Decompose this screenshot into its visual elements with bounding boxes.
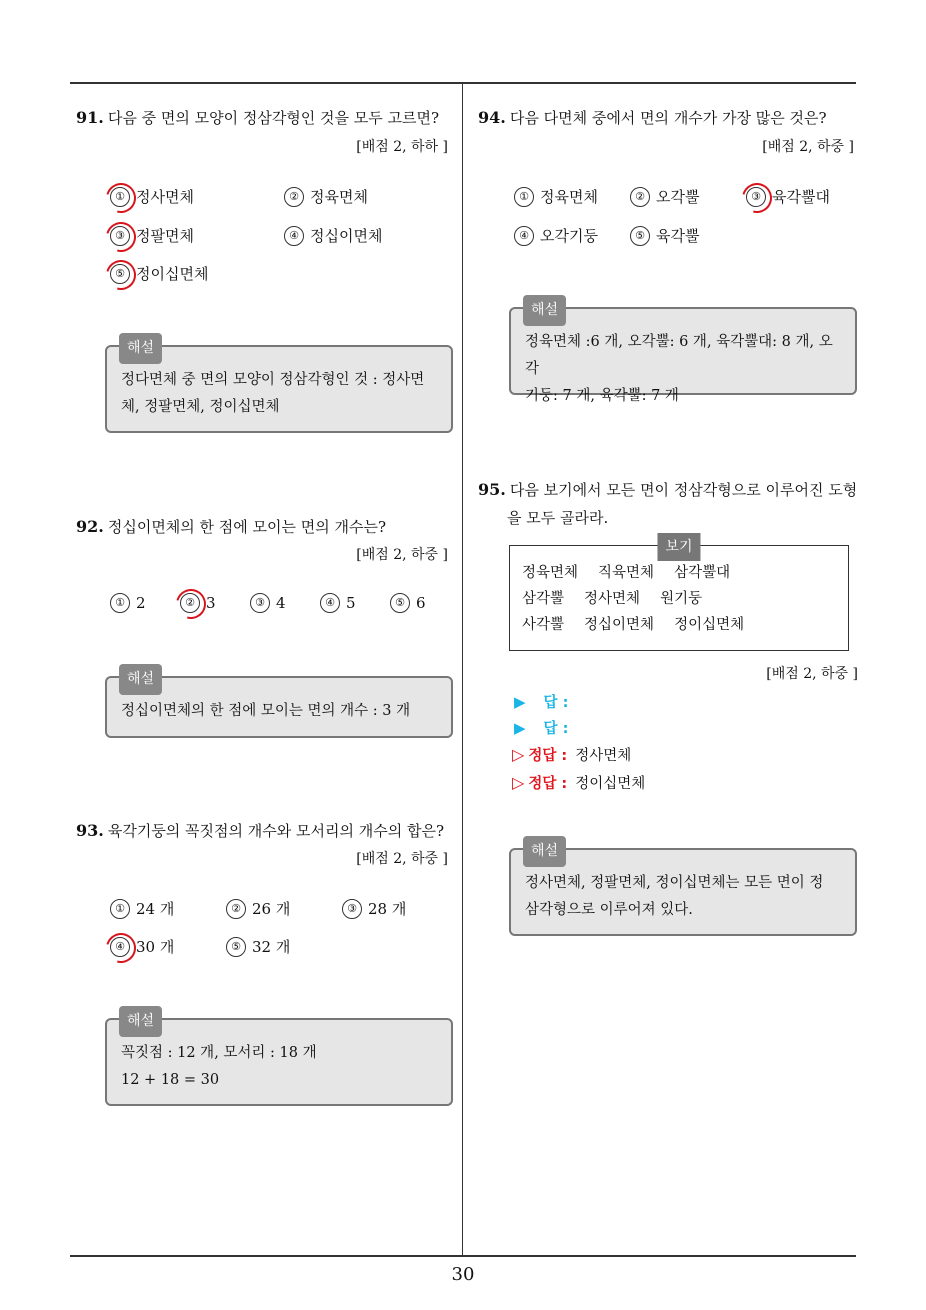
score-93: [배점 2, 하중 ] — [356, 851, 448, 867]
question-text: 정십이면체의 한 점에 모이는 면의 개수는? — [107, 518, 387, 536]
option-2[interactable]: ② 26 개 — [226, 898, 290, 920]
question-92 — [76, 516, 386, 538]
explain-tag: 해설 — [119, 664, 162, 695]
bogi-row: 정육면체 직육면체 삼각뿔대 — [522, 565, 731, 581]
score-94: [배점 2, 하중 ] — [762, 139, 854, 155]
option-2[interactable]: ② 오각뿔 — [630, 186, 699, 208]
circled-1-icon: ① — [110, 187, 130, 207]
question-text: 다음 중 면의 모양이 정삼각형인 것을 모두 고르면? — [107, 109, 440, 127]
question-number: 92. — [76, 517, 104, 536]
bogi-box — [509, 539, 849, 651]
circled-4-icon: ④ — [320, 593, 340, 613]
explain-tag: 해설 — [523, 836, 566, 867]
outline-triangle-icon: ▷ — [512, 773, 525, 792]
circled-2-icon: ② — [226, 899, 246, 919]
circled-5-icon: ⑤ — [390, 593, 410, 613]
circled-4-icon: ④ — [514, 226, 534, 246]
question-94 — [478, 107, 827, 129]
question-number: 91. — [76, 108, 104, 127]
option-5[interactable]: ⑤ 육각뿔 — [630, 225, 699, 247]
option-3[interactable]: ③ 4 — [250, 594, 286, 614]
option-5[interactable]: ⑤ 32 개 — [226, 936, 290, 958]
circled-5-icon: ⑤ — [630, 226, 650, 246]
question-number: 94. — [478, 108, 506, 127]
circled-3-icon: ③ — [746, 187, 766, 207]
option-4[interactable]: ④ 30 개 — [110, 936, 174, 958]
explanation-95: 해설 정사면체, 정팔면체, 정이십면체는 모든 면이 정 삼각형으로 이루어져 있다. — [509, 848, 857, 936]
top-rule — [70, 82, 856, 84]
bogi-row: 사각뿔 정십이면체 정이십면체 — [522, 617, 745, 633]
score-92: [배점 2, 하중 ] — [356, 547, 448, 563]
circled-4-icon: ④ — [110, 937, 130, 957]
circled-3-icon: ③ — [342, 899, 362, 919]
question-text: 다음 보기에서 모든 면이 정삼각형으로 이루어진 도형 — [509, 481, 858, 499]
circled-5-icon: ⑤ — [226, 937, 246, 957]
circled-3-icon: ③ — [110, 226, 130, 246]
question-number: 95. — [478, 480, 506, 499]
option-2[interactable]: ② 정육면체 — [284, 186, 368, 208]
explain-tag: 해설 — [119, 333, 162, 364]
question-95: 95. 다음 보기에서 모든 면이 정삼각형으로 이루어진 도형 을 모두 골라라. — [478, 480, 858, 527]
circled-2-icon: ② — [180, 593, 200, 613]
circled-1-icon: ① — [514, 187, 534, 207]
option-4[interactable]: ④ 오각기둥 — [514, 225, 598, 247]
score-91: [배점 2, 하하 ] — [356, 139, 448, 155]
question-93 — [76, 820, 444, 842]
explain-tag: 해설 — [523, 295, 566, 326]
bogi-row: 삼각뿔 정사면체 원기둥 — [522, 591, 703, 607]
play-triangle-icon: ▶ — [514, 719, 526, 737]
circled-5-icon: ⑤ — [110, 264, 130, 284]
explanation-91: 해설 정다면체 중 면의 모양이 정삼각형인 것 : 정사면 체, 정팔면체, 정이십면체 — [105, 345, 453, 433]
page-number: 30 — [451, 1264, 475, 1285]
circled-3-icon: ③ — [250, 593, 270, 613]
circled-2-icon: ② — [284, 187, 304, 207]
option-1[interactable]: ① 정사면체 — [110, 186, 194, 208]
question-number: 93. — [76, 821, 104, 840]
option-1[interactable]: ① 24 개 — [110, 898, 174, 920]
play-triangle-icon: ▶ — [514, 693, 526, 711]
option-1[interactable]: ① 2 — [110, 594, 146, 614]
option-5[interactable]: ⑤ 정이십면체 — [110, 263, 208, 285]
outline-triangle-icon: ▷ — [512, 745, 525, 764]
bogi-tag: 보기 — [657, 533, 700, 561]
circled-1-icon: ① — [110, 593, 130, 613]
option-1[interactable]: ① 정육면체 — [514, 186, 598, 208]
explanation-92: 해설 정십이면체의 한 점에 모이는 면의 개수 : 3 개 — [105, 676, 453, 738]
explain-tag: 해설 — [119, 1006, 162, 1037]
option-5[interactable]: ⑤ 6 — [390, 594, 426, 614]
option-4[interactable]: ④ 5 — [320, 594, 356, 614]
option-4[interactable]: ④ 정십이면체 — [284, 225, 382, 247]
score-95: [배점 2, 하중 ] — [766, 666, 858, 682]
correct-answer-1: ▷ 정답 : 정사면체 — [512, 745, 632, 764]
option-3[interactable]: ③ 28 개 — [342, 898, 406, 920]
option-3[interactable]: ③ 정팔면체 — [110, 225, 194, 247]
bottom-rule — [70, 1255, 856, 1257]
explanation-93: 해설 꼭짓점 : 12 개, 모서리 : 18 개 12 + 18 = 30 — [105, 1018, 453, 1106]
explanation-94: 해설 정육면체 :6 개, 오각뿔: 6 개, 육각뿔대: 8 개, 오각 기둥: 7 개, 육각뿔: 7 개 — [509, 307, 857, 395]
circled-4-icon: ④ — [284, 226, 304, 246]
answer-line-1[interactable]: ▶ 답 : — [514, 693, 569, 711]
question-text: 다음 다면체 중에서 면의 개수가 가장 많은 것은? — [509, 109, 827, 127]
question-text: 육각기둥의 꼭짓점의 개수와 모서리의 개수의 합은? — [107, 822, 445, 840]
question-91 — [76, 107, 439, 129]
option-2[interactable]: ② 3 — [180, 594, 216, 614]
circled-2-icon: ② — [630, 187, 650, 207]
option-3[interactable]: ③ 육각뿔대 — [746, 186, 830, 208]
center-divider — [462, 84, 463, 1256]
correct-answer-2: ▷ 정답 : 정이십면체 — [512, 773, 646, 792]
circled-1-icon: ① — [110, 899, 130, 919]
answer-line-2[interactable]: ▶ 답 : — [514, 719, 569, 737]
